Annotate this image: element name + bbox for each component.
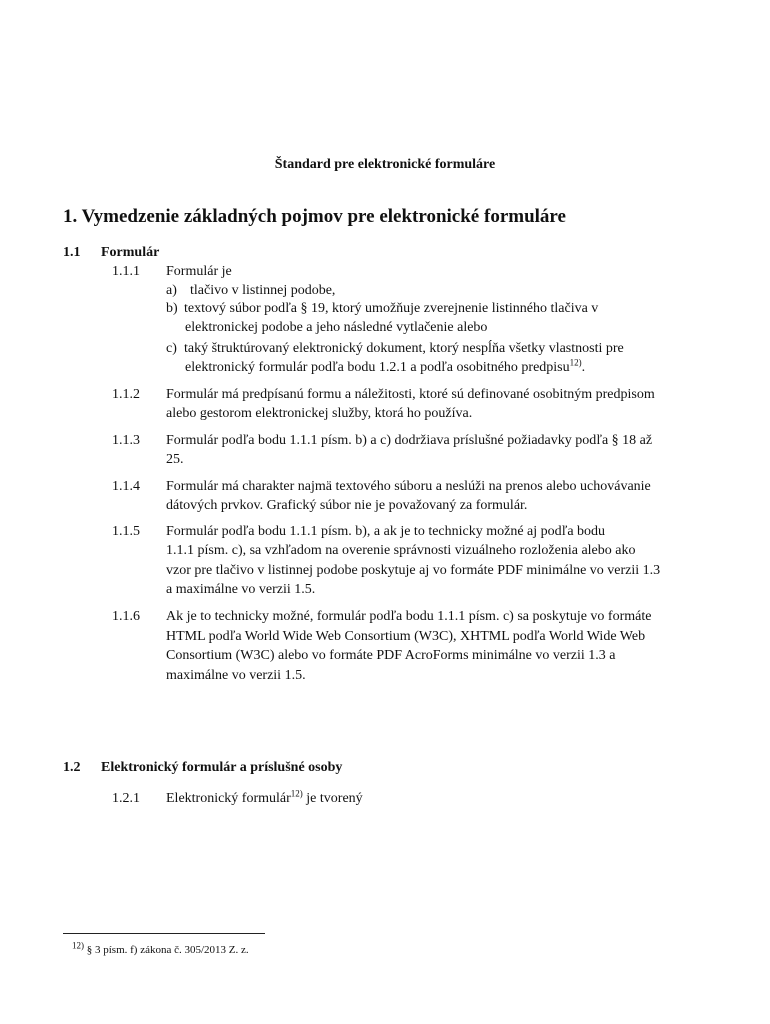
item-number: 1.1.4	[112, 479, 140, 494]
footnote-marker: 12)	[72, 940, 84, 951]
item-text: Consortium (W3C) alebo vo formáte PDF AcroForms minimálne vo verzii 1.3 a	[166, 648, 616, 663]
item-text: Formulár podľa bodu 1.1.1 písm. b), a ak je to technicky možné aj podľa bodu	[166, 524, 606, 539]
item-number: 1.1.1	[112, 264, 140, 279]
list-marker: a)	[166, 283, 177, 298]
list-item-text: textový súbor podľa § 19, ktorý umožňuje zverejnenie listinného tlačiva v	[184, 301, 599, 316]
footnote	[72, 940, 249, 956]
item-text: 1.1.1 písm. c), sa vzhľadom na overenie správnosti vizuálneho rozloženia alebo ako	[166, 543, 636, 558]
item-text: alebo gestorom elektronickej služby, ktorá ho používa.	[166, 406, 473, 421]
item-number: 1.2.1	[112, 791, 140, 806]
footnote-ref: 12)	[569, 357, 582, 368]
footnote-divider	[63, 933, 265, 934]
item-text: maximálne vo verzii 1.5.	[166, 668, 306, 683]
list-marker: b)	[166, 301, 178, 316]
document-title: Štandard pre elektronické formuláre	[274, 157, 496, 172]
list-item-suffix: .	[581, 360, 586, 375]
item-text-with-footnote	[166, 789, 363, 809]
section-1-heading: 1. Vymedzenie základných pojmov pre elektronické formuláre	[63, 206, 566, 227]
item-text: Formulár je	[166, 264, 232, 279]
item-text: Elektronický formulár	[166, 791, 291, 806]
item-text: je tvorený	[302, 791, 363, 806]
item-text: HTML podľa World Wide Web Consortium (W3C), XHTML podľa World Wide Web	[166, 629, 646, 644]
item-text: 25.	[166, 452, 184, 467]
item-text: Formulár má predpísanú formu a náležitosti, ktoré sú definované osobitným predpisom	[166, 387, 655, 402]
item-text: vzor pre tlačivo v listinnej podobe poskytuje aj vo formáte PDF minimálne vo verzii 1.3	[166, 563, 661, 578]
subsection-heading: Elektronický formulár a príslušné osoby	[101, 760, 343, 775]
item-number: 1.1.5	[112, 524, 140, 539]
item-number: 1.1.6	[112, 609, 140, 624]
list-item-text-with-footnote	[185, 358, 585, 378]
list-marker: c)	[166, 341, 177, 356]
list-item-text: elektronickej podobe a jeho následné vytlačenie alebo	[185, 320, 488, 335]
subsection-number: 1.2	[63, 760, 81, 775]
subsection-heading: Formulár	[101, 245, 160, 260]
item-number: 1.1.2	[112, 387, 140, 402]
list-item-text: elektronický formulár podľa bodu 1.2.1 a podľa osobitného predpisu	[185, 360, 570, 375]
item-text: Ak je to technicky možné, formulár podľa bodu 1.1.1 písm. c) sa poskytuje vo formáte	[166, 609, 652, 624]
item-text: Formulár podľa bodu 1.1.1 písm. b) a c) dodržiava príslušné požiadavky podľa § 18 až	[166, 433, 653, 448]
subsection-number: 1.1	[63, 245, 81, 260]
item-text: dátových prvkov. Grafický súbor nie je považovaný za formulár.	[166, 498, 528, 513]
item-number: 1.1.3	[112, 433, 140, 448]
item-text: a maximálne vo verzii 1.5.	[166, 582, 316, 597]
footnote-text: § 3 písm. f) zákona č. 305/2013 Z. z.	[84, 944, 249, 956]
list-item-text: taký štruktúrovaný elektronický dokument, ktorý nespĺňa všetky vlastnosti pre	[184, 341, 624, 356]
footnote-ref: 12)	[290, 788, 303, 799]
list-item-text: tlačivo v listinnej podobe,	[190, 283, 336, 298]
item-text: Formulár má charakter najmä textového súboru a neslúži na prenos alebo uchovávanie	[166, 479, 651, 494]
